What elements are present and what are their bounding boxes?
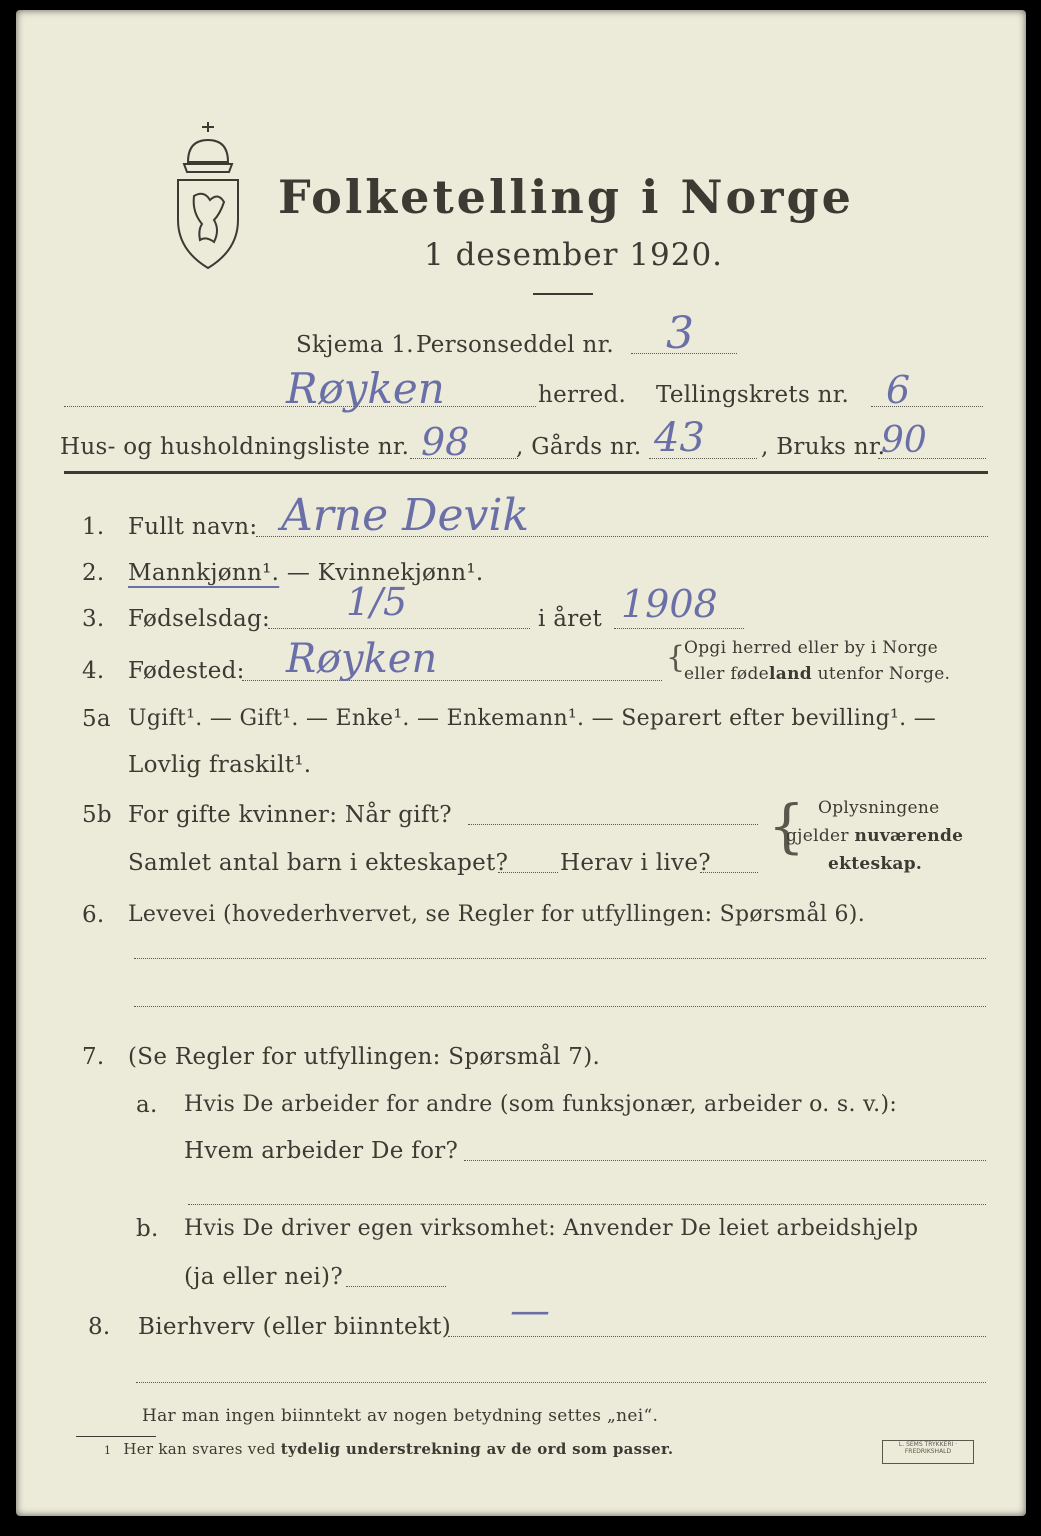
q8-number: 8. xyxy=(88,1314,111,1340)
hus-label: Hus- og husholdningsliste nr. xyxy=(60,434,410,460)
form-title: Folketelling i Norge xyxy=(278,170,854,224)
tellingskrets-value: 6 xyxy=(886,368,911,412)
census-form: Folketelling i Norge 1 desember 1920. Skjema 1. Personseddel nr. 3 Røyken herred. Tellingskrets nr. 6 Hus- og husholdningsliste nr. 98 , Gårds nr. 43 , Bruks nr. 90 1. Fullt navn: Arne Devik 2. Mannkjønn¹. — Kvinnekjønn¹. 3. Fødselsdag: 1/5 i året 1908 4. Fødested: Røyken { Opgi herred eller by i Norge eller fødeland utenfor Norge. 5a Ugift¹. — Gift¹. — Enke¹. — Enkemann¹. — Separert efter bevilling¹. — Lovlig fraskilt¹. 5b For gifte kvinner: Når gift? Samlet antal barn i ekteskapet? Herav i live? { Oplysningene gjelder nuværende ekteskap. 6. Levevei (hovederhvervet, se Regler for utfyllingen: Spørsmål 6). 7. (Se Regler for utfyllingen: Spørsmål 7). a. Hvis De arbeider for andre (som funksjonær, arbeider o. s. v.): Hvem arbeider De for? b. Hvis De driver egen virksomhet: Anvender De leiet arbeidshjelp (ja eller nei)? 8. Bierhverv (eller biinntekt) — Har man ingen biinntekt av nogen betydning settes „nei“. 1 Her kan svares ved tydelig understrekning av de ord som passer. L. SEMS TRYKKERI · FREDRIKSHALD xyxy=(16,10,1026,1516)
header-rule xyxy=(64,471,988,474)
q7a-line1: Hvis De arbeider for andre (som funksjonær, arbeider o. s. v.): xyxy=(184,1092,898,1117)
footnote-rule xyxy=(76,1436,156,1437)
personseddel-label: Personseddel nr. xyxy=(416,332,615,358)
title-divider xyxy=(533,293,593,295)
form-date: 1 desember 1920. xyxy=(424,237,724,273)
q1-value: Arne Devik xyxy=(281,490,530,541)
q2-male: Mannkjønn¹. xyxy=(128,560,280,586)
q5b-number: 5b xyxy=(82,802,112,828)
q6-label: Levevei (hovederhvervet, se Regler for utfyllingen: Spørsmål 6). xyxy=(128,902,865,927)
q3-year-label: i året xyxy=(538,606,603,632)
q2-female: Kvinnekjønn¹. xyxy=(317,560,484,586)
printer-mark xyxy=(882,1440,974,1464)
q4-note-line2b: land xyxy=(769,664,812,684)
q7a-number: a. xyxy=(136,1092,158,1118)
q4-value: Røyken xyxy=(286,636,438,682)
gaards-value: 43 xyxy=(654,415,705,461)
tellingskrets-label: Tellingskrets nr. xyxy=(656,382,850,408)
q8-value: — xyxy=(510,1288,550,1334)
gaards-label: , Gårds nr. xyxy=(516,434,642,460)
q3-label: Fødselsdag: xyxy=(128,606,271,632)
footnote-bold-text: tydelig understrekning av de ord som passer. xyxy=(280,1440,674,1458)
q4-number: 4. xyxy=(82,658,105,684)
q4-label: Fødested: xyxy=(128,658,245,684)
q7-number: 7. xyxy=(82,1044,105,1070)
q6-number: 6. xyxy=(82,902,105,928)
q7b-line2: (ja eller nei)? xyxy=(184,1264,343,1290)
q5a-number: 5a xyxy=(82,706,111,732)
coat-of-arms-icon xyxy=(168,114,248,274)
q4-note-line2a: eller føde xyxy=(684,664,769,684)
q5a-line1: Ugift¹. — Gift¹. — Enke¹. — Enkemann¹. — Separert efter bevilling¹. — xyxy=(128,706,937,731)
q3-number: 3. xyxy=(82,606,105,632)
q5b-line1: For gifte kvinner: Når gift? xyxy=(128,802,452,828)
hus-value: 98 xyxy=(421,420,470,464)
q5b-note2b: nuværende xyxy=(854,826,964,846)
q5b-note3: ekteskap. xyxy=(828,854,923,874)
herred-label: herred. xyxy=(538,382,627,408)
q7b-line1: Hvis De driver egen virksomhet: Anvender De leiet arbeidshjelp xyxy=(184,1216,919,1241)
q2-separator: — xyxy=(279,560,318,586)
q2-number: 2. xyxy=(82,560,105,586)
q5b-note1: Oplysningene xyxy=(818,798,940,818)
biinntekt-note: Har man ingen biinntekt av nogen betydning settes „nei“. xyxy=(142,1406,659,1426)
herred-value: Røyken xyxy=(286,364,445,413)
q5b-line2a: Samlet antal barn i ekteskapet? xyxy=(128,850,509,876)
q5b-note2a: gjelder xyxy=(786,826,855,846)
q8-label: Bierhverv (eller biinntekt) xyxy=(138,1314,451,1340)
q1-number: 1. xyxy=(82,514,105,540)
q7-label: (Se Regler for utfyllingen: Spørsmål 7). xyxy=(128,1044,601,1070)
q5b-line2b: Herav i live? xyxy=(560,850,711,876)
schema-label: Skjema 1. xyxy=(296,332,414,358)
q3-value: 1/5 xyxy=(346,580,408,624)
q7b-number: b. xyxy=(136,1216,159,1242)
q3-year-value: 1908 xyxy=(621,582,718,626)
personseddel-value: 3 xyxy=(666,308,694,359)
q4-note-line1: Opgi herred eller by i Norge xyxy=(684,638,938,658)
footnote-text: Her kan svares ved xyxy=(123,1440,281,1458)
q7a-line2: Hvem arbeider De for? xyxy=(184,1138,459,1164)
printer-text: L. SEMS TRYKKERI · FREDRIKSHALD xyxy=(898,1441,958,1455)
bruks-value: 90 xyxy=(881,420,927,461)
q5a-line2: Lovlig fraskilt¹. xyxy=(128,752,312,778)
footnote-mark: 1 xyxy=(104,1444,112,1457)
q4-note-line2c: utenfor Norge. xyxy=(811,664,951,684)
q1-label: Fullt navn: xyxy=(128,514,258,540)
bruks-label: , Bruks nr. xyxy=(761,434,886,460)
